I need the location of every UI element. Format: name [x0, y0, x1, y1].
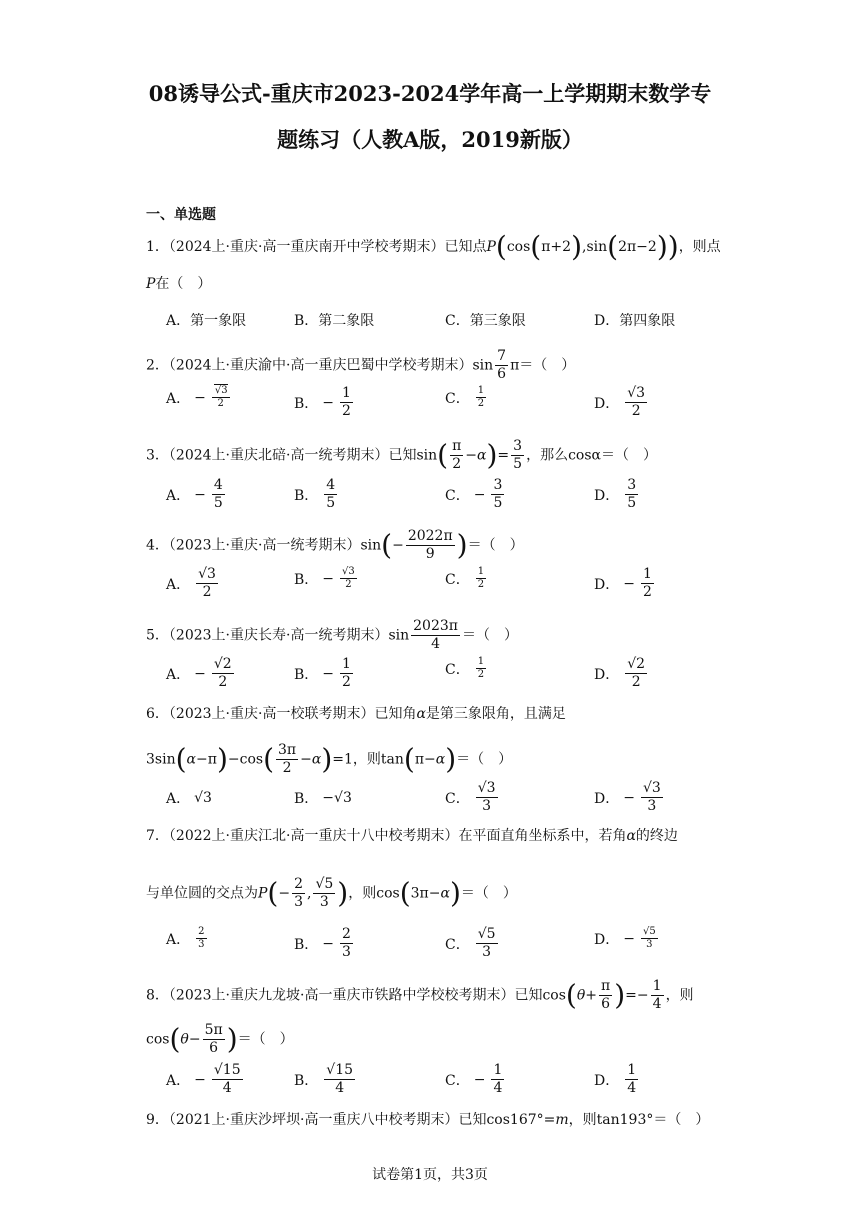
question-1-line2: P在（ ）	[146, 276, 212, 292]
question-7-line2: 与单位圆的交点为P(− $\frac{2}{3}$ , $\frac{√5}{3}$ )，则cos(3π−α)＝（ ）	[146, 876, 517, 910]
q3-option-d[interactable]: D． $\frac{3}{5}$	[594, 477, 637, 511]
question-2: 2．（2024上·重庆渝中·高一重庆巴蜀中学校考期末）sin $\frac{7}{6}$ π＝（ ）	[146, 348, 576, 382]
q1-option-b[interactable]: B．第二象限	[294, 313, 375, 329]
q4-option-b[interactable]: B． − $\frac{√3}{2}$	[294, 566, 355, 590]
question-6: 6．（2023上·重庆·高一校联考期末）已知角α是第三象限角，且满足	[146, 706, 566, 722]
q7-option-a[interactable]: A． $\frac{2}{3}$	[166, 926, 205, 950]
q6-option-d[interactable]: D． − $\frac{√3}{3}$	[594, 780, 661, 814]
q1-option-c[interactable]: C．第三象限	[445, 313, 526, 329]
section-heading: 一、单选题	[146, 207, 216, 223]
q8-option-d[interactable]: D． $\frac{1}{4}$	[594, 1062, 637, 1096]
q5-option-a[interactable]: A． − $\frac{√2}{2}$	[166, 656, 232, 690]
q7-option-c[interactable]: C． $\frac{√5}{3}$	[445, 926, 496, 960]
question-8-line2: cos(θ− $\frac{5\pi}{6}$ )＝（ ）	[146, 1022, 294, 1056]
q2-option-d[interactable]: D． $\frac{√3}{2}$	[594, 385, 646, 419]
q3-option-b[interactable]: B． $\frac{4}{5}$	[294, 477, 336, 511]
q7-option-d[interactable]: D． − $\frac{√5}{3}$	[594, 926, 656, 950]
question-3: 3．（2024上·重庆北碚·高一统考期末）已知sin( $\frac{\pi}{2}$ −α)= $\frac{3}{5}$ ，那么cosα＝（ ）	[146, 438, 657, 472]
q5-option-c[interactable]: C． $\frac{1}{2}$	[445, 656, 485, 680]
question-7: 7．（2022上·重庆江北·高一重庆十八中校考期末）在平面直角坐标系中，若角α的终边	[146, 828, 678, 844]
q8-option-b[interactable]: B． $\frac{√15}{4}$	[294, 1062, 354, 1096]
q1-option-a[interactable]: A．第一象限	[166, 313, 247, 329]
question-6-line2: 3sin(α−π)−cos( $\frac{3\pi}{2}$ −α)=1，则tan(π−α)＝（ ）	[146, 742, 513, 776]
q3-option-c[interactable]: C． − $\frac{3}{5}$	[445, 477, 503, 511]
page-title-line1: 08诱导公式-重庆市2023-2024学年高一上学期期末数学专	[148, 81, 712, 106]
question-8: 8．（2023上·重庆九龙坡·高一重庆市铁路中学校校考期末）已知cos(θ+ $\frac{\pi}{6}$ )=− $\frac{1}{4}$ ，则	[146, 978, 694, 1012]
q6-option-b[interactable]: B． −√3	[294, 790, 352, 807]
q8-option-a[interactable]: A． − $\frac{√15}{4}$	[166, 1062, 241, 1096]
question-9: 9．（2021上·重庆沙坪坝·高一重庆八中校考期末）已知cos167°=m，则tan193°＝（ ）	[146, 1112, 710, 1128]
q6-option-a[interactable]: A． √3	[166, 790, 212, 807]
q7-option-b[interactable]: B． − $\frac{2}{3}$	[294, 926, 351, 960]
q4-option-a[interactable]: A． $\frac{√3}{2}$	[166, 566, 216, 600]
page-footer: 试卷第1页，共3页	[372, 1167, 488, 1183]
q2-option-b[interactable]: B． − $\frac{1}{2}$	[294, 385, 351, 419]
page-title-line2: 题练习（人教A版，2019新版）	[277, 127, 583, 152]
q2-option-c[interactable]: C． $\frac{1}{2}$	[445, 385, 485, 409]
q3-option-a[interactable]: A． − $\frac{4}{5}$	[166, 477, 223, 511]
q5-option-d[interactable]: D． $\frac{√2}{2}$	[594, 656, 646, 690]
q4-option-c[interactable]: C． $\frac{1}{2}$	[445, 566, 485, 590]
question-4: 4．（2023上·重庆·高一统考期末）sin(− $\frac{2022\pi}{9}$ )＝（ ）	[146, 528, 524, 562]
q6-option-c[interactable]: C． $\frac{√3}{3}$	[445, 780, 496, 814]
q5-option-b[interactable]: B． − $\frac{1}{2}$	[294, 656, 351, 690]
question-1: 1．（2024上·重庆·高一重庆南开中学校考期末）已知点P(cos(π+2),sin(2π−2))，则点	[146, 230, 721, 263]
q8-option-c[interactable]: C． − $\frac{1}{4}$	[445, 1062, 503, 1096]
q2-option-a[interactable]: A． − $\frac{√3}{2}$	[166, 385, 228, 409]
q1-option-d[interactable]: D．第四象限	[594, 313, 676, 329]
question-5: 5．（2023上·重庆长寿·高一统考期末）sin $\frac{2023\pi}{4}$ ＝（ ）	[146, 618, 518, 652]
q4-option-d[interactable]: D． − $\frac{1}{2}$	[594, 566, 652, 600]
